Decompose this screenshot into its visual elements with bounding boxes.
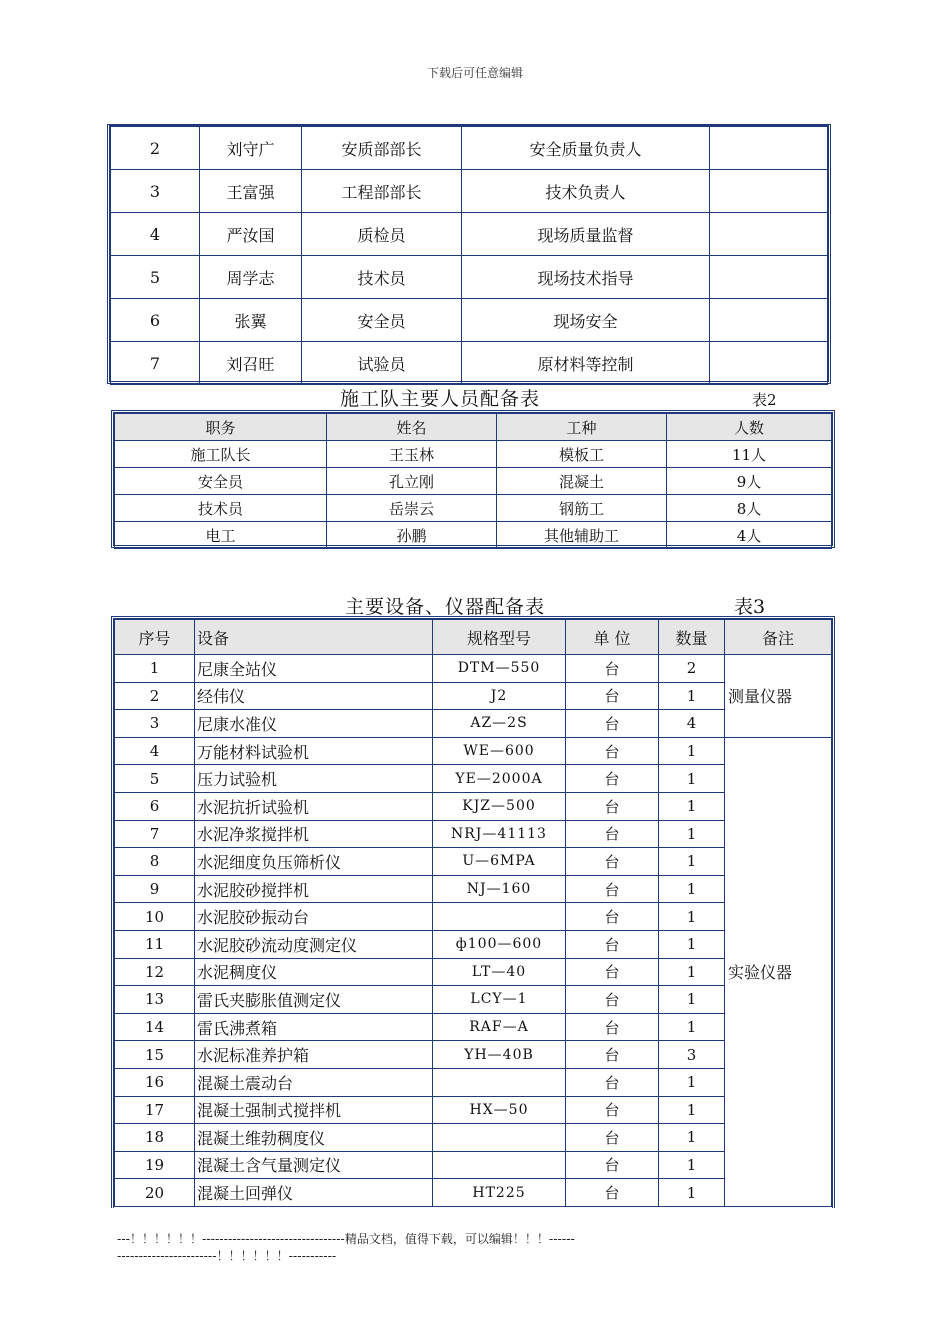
- quantity-cell: 1: [659, 792, 725, 820]
- quantity-cell: 1: [659, 737, 725, 765]
- quantity-cell: 1: [659, 1096, 725, 1124]
- table-row: [115, 792, 832, 820]
- column-header: 数量: [659, 620, 725, 655]
- table-cell: 安全员: [115, 468, 327, 495]
- staff-duty-cell: 现场技术指导: [462, 256, 710, 299]
- equipment-name-cell: 经伟仪: [195, 682, 433, 710]
- quantity-cell: 1: [659, 1068, 725, 1096]
- model-cell: AZ—2S: [433, 710, 566, 738]
- staff-no-cell: 2: [111, 127, 200, 170]
- table-row: [115, 765, 832, 793]
- unit-cell: 台: [566, 710, 659, 738]
- equipment-name-cell: 混凝土维勃稠度仪: [195, 1124, 433, 1152]
- staff-duty-cell: 现场安全: [462, 299, 710, 342]
- table-row: [115, 820, 832, 848]
- staff-no-cell: 6: [111, 299, 200, 342]
- model-cell: YH—40B: [433, 1041, 566, 1069]
- table-cell: 混凝土: [497, 468, 667, 495]
- index-cell: 8: [115, 848, 195, 876]
- staff-name-cell: 严汝国: [200, 213, 302, 256]
- model-cell: KJZ—500: [433, 792, 566, 820]
- staff-position-cell: 安质部部长: [302, 127, 462, 170]
- index-cell: 20: [115, 1179, 195, 1207]
- equipment-name-cell: 混凝土震动台: [195, 1068, 433, 1096]
- table-row: [115, 495, 832, 522]
- model-cell: J2: [433, 682, 566, 710]
- model-cell: HX—50: [433, 1096, 566, 1124]
- unit-cell: 台: [566, 1096, 659, 1124]
- table-cell: 11人: [667, 441, 832, 468]
- table-cell: 王玉林: [327, 441, 497, 468]
- equipment-name-cell: 尼康全站仪: [195, 655, 433, 683]
- staff-note-cell: [710, 342, 828, 385]
- quantity-cell: 3: [659, 1041, 725, 1069]
- index-cell: 5: [115, 765, 195, 793]
- equipment-name-cell: 万能材料试验机: [195, 737, 433, 765]
- table-row: [115, 737, 832, 765]
- index-cell: 9: [115, 875, 195, 903]
- staff-position-cell: 试验员: [302, 342, 462, 385]
- model-cell: [433, 903, 566, 931]
- quantity-cell: 1: [659, 765, 725, 793]
- staff-note-cell: [710, 127, 828, 170]
- table-row: [115, 468, 832, 495]
- table-cell: 8人: [667, 495, 832, 522]
- index-cell: 16: [115, 1068, 195, 1096]
- index-cell: 13: [115, 986, 195, 1014]
- quantity-cell: 1: [659, 1013, 725, 1041]
- unit-cell: 台: [566, 930, 659, 958]
- model-cell: [433, 1068, 566, 1096]
- quantity-cell: 1: [659, 848, 725, 876]
- table-cell: 4人: [667, 522, 832, 549]
- unit-cell: 台: [566, 1151, 659, 1179]
- equipment-table-label: 表3: [734, 596, 766, 618]
- column-header: 单 位: [566, 620, 659, 655]
- column-header: 人数: [667, 414, 832, 441]
- index-cell: 19: [115, 1151, 195, 1179]
- staff-position-cell: 安全员: [302, 299, 462, 342]
- table-row: [111, 299, 828, 342]
- table-row: [115, 1124, 832, 1152]
- index-cell: 7: [115, 820, 195, 848]
- table-row: [115, 441, 832, 468]
- equipment-name-cell: 水泥胶砂振动台: [195, 903, 433, 931]
- table-cell: 施工队长: [115, 441, 327, 468]
- table-cell: 孙鹏: [327, 522, 497, 549]
- model-cell: RAF—A: [433, 1013, 566, 1041]
- quantity-cell: 4: [659, 710, 725, 738]
- equipment-name-cell: 雷氏夹膨胀值测定仪: [195, 986, 433, 1014]
- unit-cell: 台: [566, 848, 659, 876]
- model-cell: ф100—600: [433, 930, 566, 958]
- quantity-cell: 1: [659, 986, 725, 1014]
- equipment-name-cell: 混凝土回弹仪: [195, 1179, 433, 1207]
- table-cell: 岳崇云: [327, 495, 497, 522]
- column-header: 序号: [115, 620, 195, 655]
- staff-no-cell: 5: [111, 256, 200, 299]
- staff-position-cell: 工程部部长: [302, 170, 462, 213]
- unit-cell: 台: [566, 1124, 659, 1152]
- table-row: [111, 342, 828, 385]
- quantity-cell: 1: [659, 903, 725, 931]
- table-row: [115, 655, 832, 683]
- table-cell: 电工: [115, 522, 327, 549]
- table-header-row: [115, 414, 832, 441]
- unit-cell: 台: [566, 903, 659, 931]
- staff-duty-cell: 原材料等控制: [462, 342, 710, 385]
- quantity-cell: 1: [659, 958, 725, 986]
- equipment-name-cell: 雷氏沸煮箱: [195, 1013, 433, 1041]
- equipment-name-cell: 水泥胶砂搅拌机: [195, 875, 433, 903]
- table-cell: 模板工: [497, 441, 667, 468]
- staff-note-cell: [710, 213, 828, 256]
- footer-note: ---！！！！！！---------------------------------精品文档，值得下载，可以编辑！！！-----------------------------！！！！！！-----------: [117, 1232, 575, 1263]
- model-cell: DTM—550: [433, 655, 566, 683]
- equipment-table-title: 主要设备、仪器配备表: [344, 596, 545, 618]
- staff-duty-cell: 安全质量负责人: [462, 127, 710, 170]
- quantity-cell: 1: [659, 1179, 725, 1207]
- unit-cell: 台: [566, 737, 659, 765]
- model-cell: NJ—160: [433, 875, 566, 903]
- unit-cell: 台: [566, 792, 659, 820]
- equipment-name-cell: 水泥净浆搅拌机: [195, 820, 433, 848]
- unit-cell: 台: [566, 986, 659, 1014]
- table-row: [115, 986, 832, 1014]
- column-header: 职务: [115, 414, 327, 441]
- unit-cell: 台: [566, 1179, 659, 1207]
- equipment-table-container: [111, 616, 835, 1208]
- equipment-name-cell: 压力试验机: [195, 765, 433, 793]
- index-cell: 14: [115, 1013, 195, 1041]
- equipment-name-cell: 水泥抗折试验机: [195, 792, 433, 820]
- table-row: [115, 1151, 832, 1179]
- quantity-cell: 1: [659, 1124, 725, 1152]
- table-row: [115, 848, 832, 876]
- table-cell: 9人: [667, 468, 832, 495]
- table-row: [111, 127, 828, 170]
- staff-name-cell: 王富强: [200, 170, 302, 213]
- quantity-cell: 1: [659, 930, 725, 958]
- index-cell: 11: [115, 930, 195, 958]
- quantity-cell: 1: [659, 1151, 725, 1179]
- crew-table-container: [111, 410, 835, 548]
- table-cell: 钢筋工: [497, 495, 667, 522]
- staff-name-cell: 周学志: [200, 256, 302, 299]
- column-header: 工种: [497, 414, 667, 441]
- table-row: [115, 903, 832, 931]
- model-cell: WE—600: [433, 737, 566, 765]
- unit-cell: 台: [566, 875, 659, 903]
- equipment-name-cell: 尼康水准仪: [195, 710, 433, 738]
- remark-lab-cell: 实验仪器: [725, 737, 832, 1206]
- equipment-name-cell: 水泥胶砂流动度测定仪: [195, 930, 433, 958]
- unit-cell: 台: [566, 765, 659, 793]
- remark-survey-cell: 测量仪器: [725, 655, 832, 738]
- table-row: [115, 1179, 832, 1207]
- table-row: [115, 682, 832, 710]
- column-header: 备注: [725, 620, 832, 655]
- staff-table-container: [107, 124, 831, 384]
- unit-cell: 台: [566, 1041, 659, 1069]
- crew-table: [114, 413, 832, 549]
- index-cell: 2: [115, 682, 195, 710]
- staff-note-cell: [710, 256, 828, 299]
- table-row: [111, 170, 828, 213]
- column-header: 姓名: [327, 414, 497, 441]
- index-cell: 15: [115, 1041, 195, 1069]
- table-row: [115, 875, 832, 903]
- model-cell: [433, 1124, 566, 1152]
- index-cell: 1: [115, 655, 195, 683]
- index-cell: 10: [115, 903, 195, 931]
- equipment-name-cell: 水泥细度负压筛析仪: [195, 848, 433, 876]
- column-header: 设备: [195, 620, 433, 655]
- staff-no-cell: 3: [111, 170, 200, 213]
- unit-cell: 台: [566, 682, 659, 710]
- index-cell: 12: [115, 958, 195, 986]
- table-cell: 其他辅助工: [497, 522, 667, 549]
- crew-table-title: 施工队主要人员配备表: [339, 388, 540, 410]
- quantity-cell: 1: [659, 820, 725, 848]
- table-row: [111, 213, 828, 256]
- table-row: [115, 1041, 832, 1069]
- table-row: [115, 710, 832, 738]
- equipment-table: [114, 619, 832, 1207]
- unit-cell: 台: [566, 1068, 659, 1096]
- staff-duty-cell: 技术负责人: [462, 170, 710, 213]
- unit-cell: 台: [566, 820, 659, 848]
- table-row: [115, 930, 832, 958]
- table-row: [115, 1096, 832, 1124]
- table-row: [115, 522, 832, 549]
- table-row: [115, 1013, 832, 1041]
- model-cell: HT225: [433, 1179, 566, 1207]
- model-cell: [433, 1151, 566, 1179]
- model-cell: YE—2000A: [433, 765, 566, 793]
- unit-cell: 台: [566, 958, 659, 986]
- staff-no-cell: 7: [111, 342, 200, 385]
- index-cell: 4: [115, 737, 195, 765]
- model-cell: LCY—1: [433, 986, 566, 1014]
- model-cell: LT—40: [433, 958, 566, 986]
- staff-name-cell: 刘守广: [200, 127, 302, 170]
- staff-duty-cell: 现场质量监督: [462, 213, 710, 256]
- model-cell: U—6MPA: [433, 848, 566, 876]
- index-cell: 3: [115, 710, 195, 738]
- staff-position-cell: 技术员: [302, 256, 462, 299]
- header-note: 下载后可任意编辑: [426, 66, 523, 80]
- staff-no-cell: 4: [111, 213, 200, 256]
- equipment-name-cell: 水泥标准养护箱: [195, 1041, 433, 1069]
- crew-table-label: 表2: [752, 391, 777, 409]
- staff-name-cell: 张翼: [200, 299, 302, 342]
- equipment-name-cell: 水泥稠度仪: [195, 958, 433, 986]
- staff-position-cell: 质检员: [302, 213, 462, 256]
- table-cell: 孔立刚: [327, 468, 497, 495]
- table-row: [115, 958, 832, 986]
- staff-name-cell: 刘召旺: [200, 342, 302, 385]
- index-cell: 18: [115, 1124, 195, 1152]
- model-cell: NRJ—41113: [433, 820, 566, 848]
- staff-note-cell: [710, 170, 828, 213]
- quantity-cell: 2: [659, 655, 725, 683]
- unit-cell: 台: [566, 655, 659, 683]
- staff-note-cell: [710, 299, 828, 342]
- table-row: [111, 256, 828, 299]
- table-cell: 技术员: [115, 495, 327, 522]
- unit-cell: 台: [566, 1013, 659, 1041]
- equipment-name-cell: 混凝土含气量测定仪: [195, 1151, 433, 1179]
- index-cell: 17: [115, 1096, 195, 1124]
- column-header: 规格型号: [433, 620, 566, 655]
- index-cell: 6: [115, 792, 195, 820]
- equipment-name-cell: 混凝土强制式搅拌机: [195, 1096, 433, 1124]
- staff-table: [110, 126, 828, 385]
- quantity-cell: 1: [659, 682, 725, 710]
- table-header-row: [115, 620, 832, 655]
- table-row: [115, 1068, 832, 1096]
- quantity-cell: 1: [659, 875, 725, 903]
